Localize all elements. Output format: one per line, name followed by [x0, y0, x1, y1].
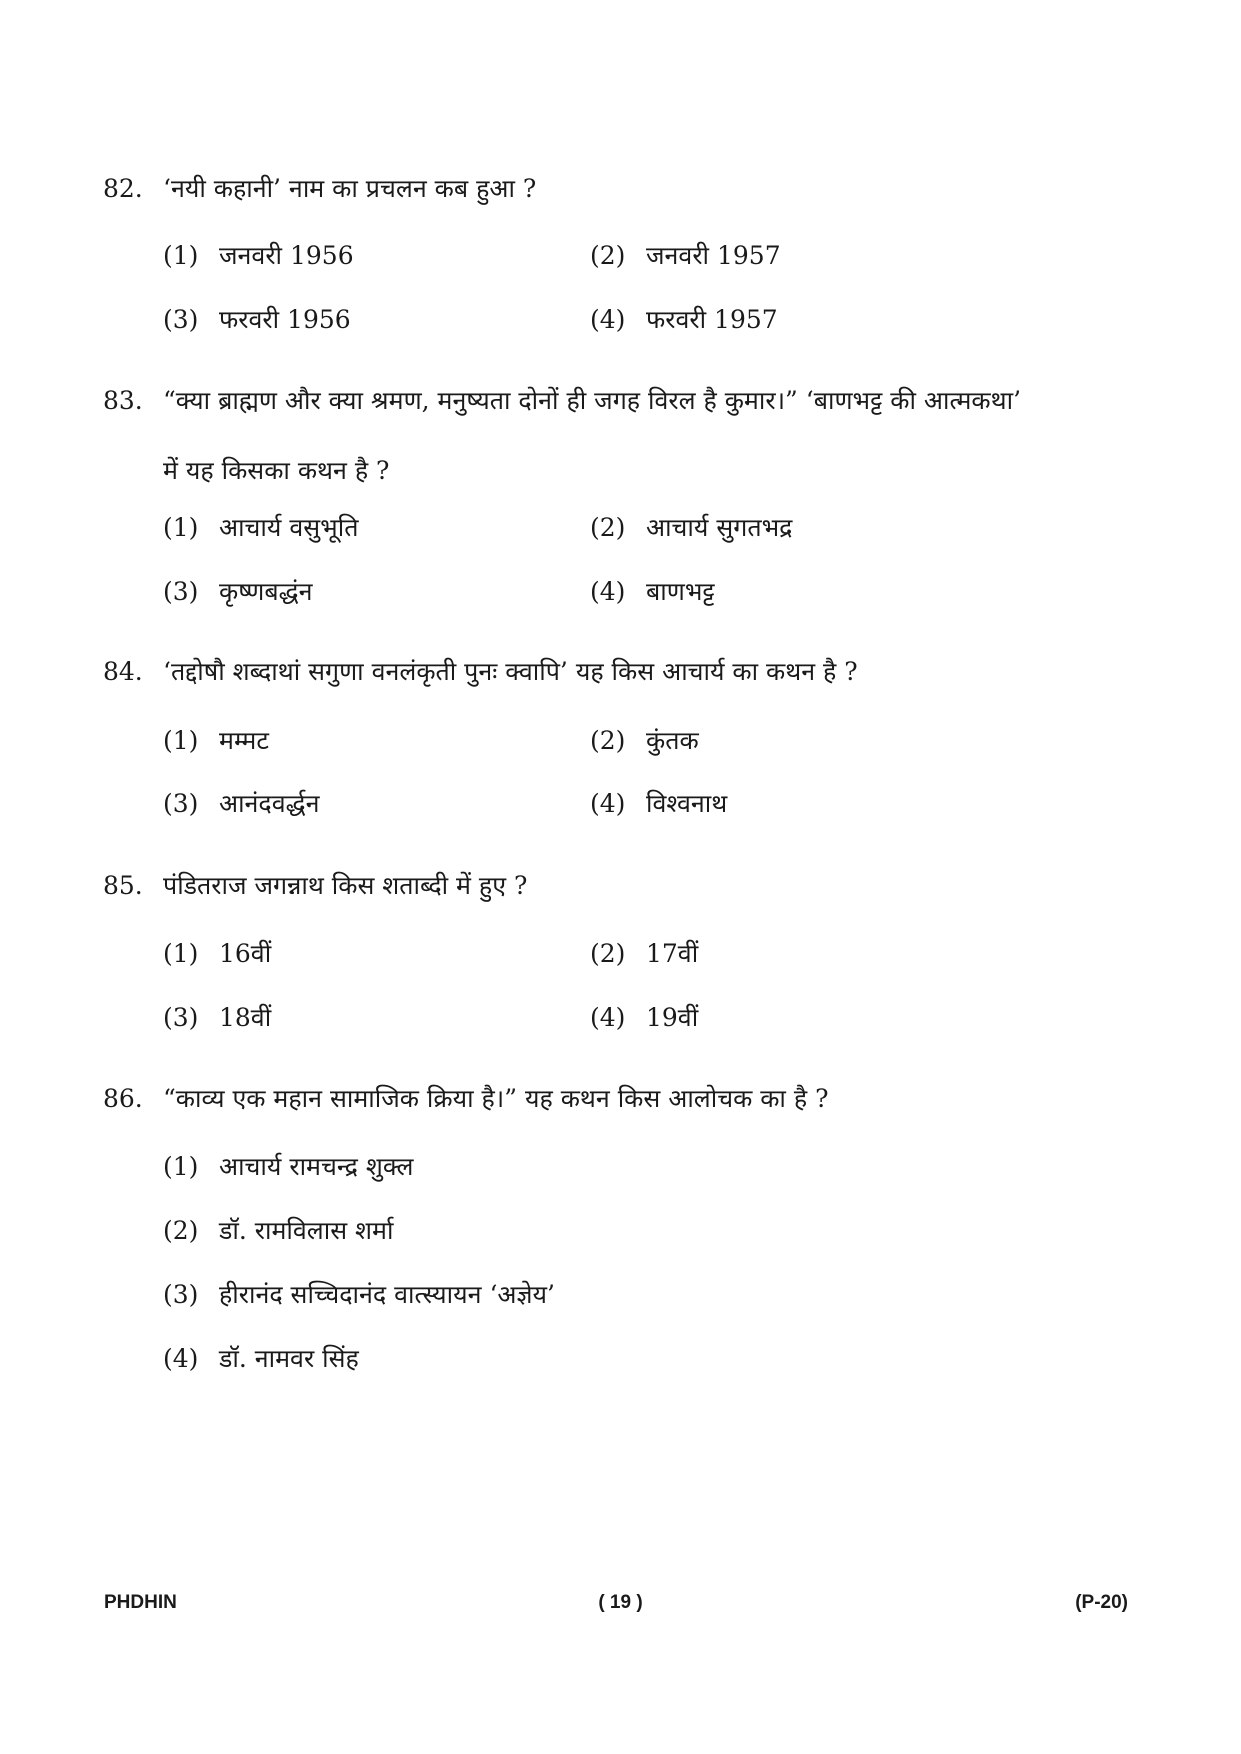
option-number: (2)	[590, 241, 626, 270]
option-1	[163, 1148, 413, 1186]
option-2	[590, 237, 781, 275]
option-1	[163, 509, 358, 547]
option-text: मम्मट	[219, 726, 269, 755]
option-number: (4)	[590, 577, 626, 606]
paper-series: (P-20)	[1075, 1592, 1128, 1613]
option-3	[163, 785, 319, 823]
option-3	[163, 573, 312, 611]
option-number: (4)	[590, 789, 626, 818]
option-text: जनवरी 1957	[646, 241, 781, 270]
option-text: फरवरी 1956	[219, 305, 351, 334]
option-text: बाणभट्ट	[646, 577, 715, 606]
question-text: ‘तद्दोषौ शब्दाथां सगुणा वनलंकृती पुनः क्वापि’ यह किस आचार्य का कथन है ?	[163, 657, 858, 686]
option-2	[163, 1212, 393, 1250]
option-text: आचार्य रामचन्द्र शुक्ल	[219, 1152, 414, 1181]
option-number: (3)	[163, 789, 199, 818]
option-text: आचार्य सुगतभद्र	[646, 513, 793, 542]
option-number: (2)	[590, 726, 626, 755]
question-number: 83.	[103, 386, 143, 415]
question-text: पंडितराज जगन्नाथ किस शताब्दी में हुए ?	[163, 871, 528, 900]
paper-code: PHDHIN	[104, 1592, 177, 1613]
option-number: (3)	[163, 305, 199, 334]
question-number: 82.	[103, 174, 143, 203]
option-number: (2)	[590, 939, 626, 968]
option-3	[163, 1276, 555, 1314]
option-4	[163, 1340, 359, 1378]
option-text: डॉ. नामवर सिंह	[219, 1344, 359, 1373]
option-number: (2)	[590, 513, 626, 542]
option-text: कृष्णबद्धंन	[219, 577, 313, 606]
option-number: (2)	[163, 1216, 199, 1245]
option-number: (1)	[163, 241, 199, 270]
option-2	[590, 722, 699, 760]
option-text: जनवरी 1956	[219, 241, 354, 270]
question-text-line-2: में यह किसका कथन है ?	[163, 456, 390, 485]
option-number: (1)	[163, 513, 199, 542]
option-1	[163, 935, 271, 973]
option-text: कुंतक	[646, 726, 699, 755]
question-number: 86.	[103, 1084, 143, 1113]
option-text: फरवरी 1957	[646, 305, 778, 334]
option-number: (3)	[163, 1003, 199, 1032]
question-text: ‘नयी कहानी’ नाम का प्रचलन कब हुआ ?	[163, 174, 537, 203]
option-4	[590, 573, 715, 611]
question-text: “काव्य एक महान सामाजिक क्रिया है।” यह कथन किस आलोचक का है ?	[163, 1084, 829, 1113]
option-1	[163, 237, 354, 275]
option-text: 18वीं	[219, 1003, 272, 1032]
option-2	[590, 935, 698, 973]
option-number: (4)	[590, 305, 626, 334]
question-number: 85.	[103, 871, 143, 900]
option-4	[590, 301, 778, 339]
option-number: (1)	[163, 1152, 199, 1181]
option-3	[163, 301, 351, 339]
option-4	[590, 999, 698, 1037]
option-number: (3)	[163, 577, 199, 606]
option-text: हीरानंद सच्चिदानंद वात्स्यायन ‘अज्ञेय’	[219, 1280, 555, 1309]
option-number: (3)	[163, 1280, 199, 1309]
option-text: डॉ. रामविलास शर्मा	[219, 1216, 394, 1245]
question-number: 84.	[103, 657, 143, 686]
option-text: 19वीं	[646, 1003, 699, 1032]
page-number: ( 19 )	[598, 1592, 643, 1613]
option-text: आनंदवर्द्धन	[219, 789, 320, 818]
option-text: 16वीं	[219, 939, 272, 968]
question-83	[103, 382, 1146, 502]
option-number: (1)	[163, 939, 199, 968]
option-4	[590, 785, 727, 823]
option-number: (1)	[163, 726, 199, 755]
option-text: विश्वनाथ	[646, 789, 728, 818]
option-number: (4)	[163, 1344, 199, 1373]
option-1	[163, 722, 269, 760]
option-3	[163, 999, 271, 1037]
option-text: 17वीं	[646, 939, 699, 968]
question-text: “क्या ब्राह्मण और क्या श्रमण, मनुष्यता दोनों ही जगह विरल है कुमार।” ‘बाणभट्ट की आत्मकथा’	[163, 386, 1022, 415]
option-2	[590, 509, 792, 547]
option-number: (4)	[590, 1003, 626, 1032]
option-text: आचार्य वसुभूति	[219, 513, 359, 542]
